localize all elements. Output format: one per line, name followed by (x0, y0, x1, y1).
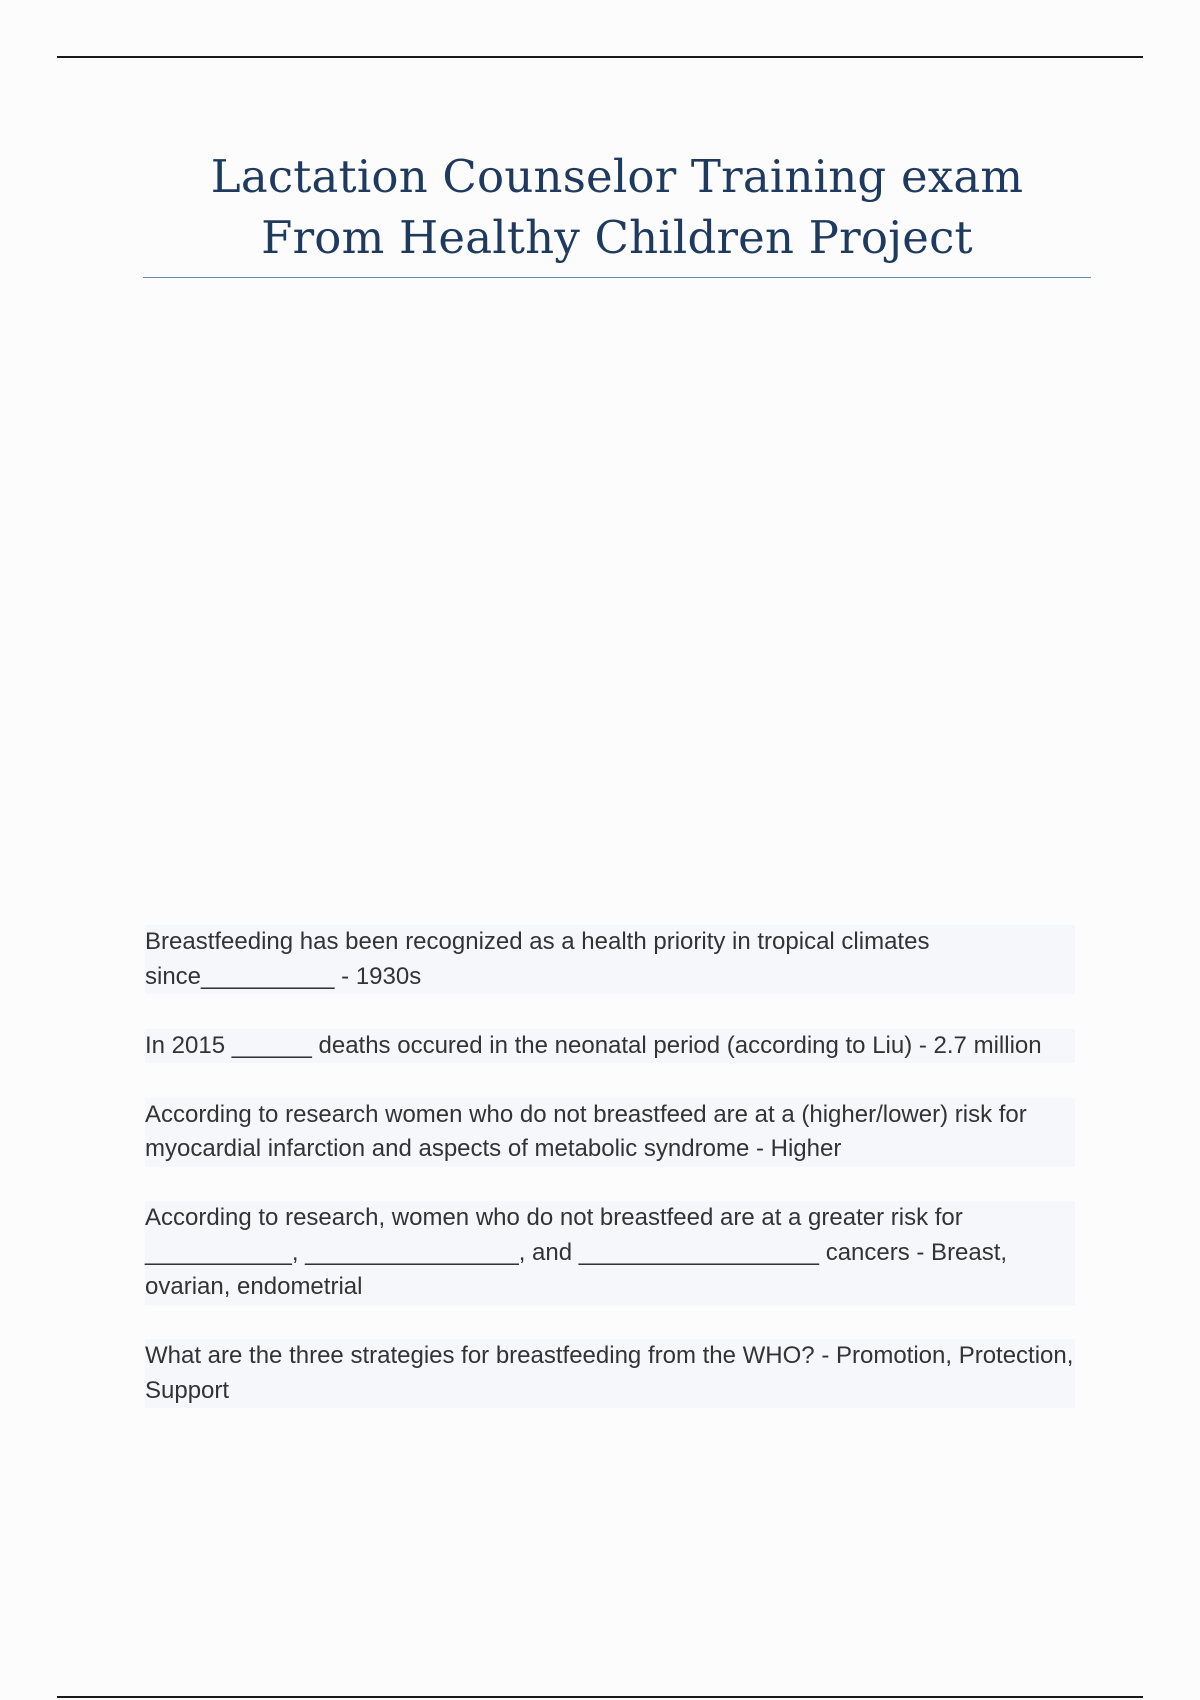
title-block (143, 146, 1091, 268)
page-footer-rule (57, 1696, 1143, 1698)
question-item: In 2015 ______ deaths occured in the neonatal period (according to Liu) - 2.7 million (145, 1029, 1075, 1064)
page-header-rule (57, 56, 1143, 58)
question-item: What are the three strategies for breastfeeding from the WHO? - Promotion, Protection, Support (145, 1339, 1075, 1408)
question-item: According to research, women who do not breastfeed are at a greater risk for ___________, ________________, and __________________ cancers - Breast, ovarian, endometrial (145, 1201, 1075, 1305)
document-title: Lactation Counselor Training exam From Healthy Children Project (210, 150, 1024, 264)
title-underline (143, 277, 1091, 278)
question-item: Breastfeeding has been recognized as a health priority in tropical climates since__________ - 1930s (145, 925, 1075, 994)
question-list (145, 925, 1075, 1443)
question-item: According to research women who do not breastfeed are at a (higher/lower) risk for myocardial infarction and aspects of metabolic syndrome - Higher (145, 1098, 1075, 1167)
